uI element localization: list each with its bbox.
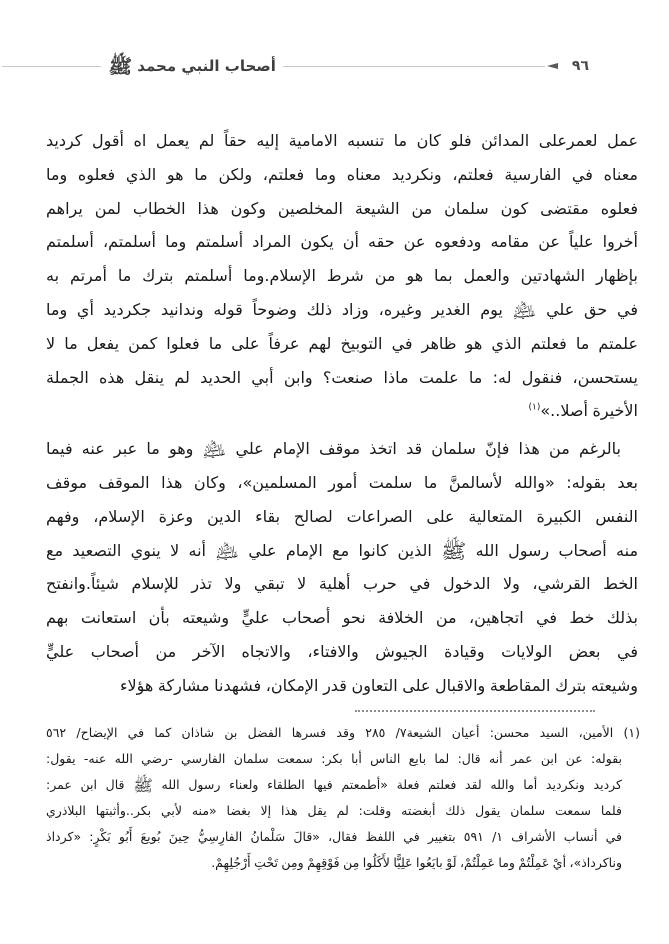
running-title-text: أصحاب النبي محمد (137, 57, 276, 75)
text-line: علمتم ما فعلتم الذي هو ظاهر في التوبيخ لهم عرفاً على ما فعلوا كمن يفعل ما لا (46, 333, 638, 353)
text-line: بعد بقوله: «والله لأسالمنَّ ما سلمت أمور المسلمين»، وكان هذا الموقف موقف (46, 472, 638, 492)
text-line: معناه في الفارسية فعلتم، ونكرديد معناه وما فعلتم، ولكن ما هو الذي فعلوه وما (46, 164, 638, 184)
text-line: وشيعته بترك المقاطعة والاقبال على التعاون قدر الإمكان، فشهدنا مشاركة هؤلاء (119, 675, 638, 695)
footnotes-section (0, 710, 669, 876)
prophet-seal-icon: ﷺ (441, 538, 467, 563)
text-line (46, 293, 638, 327)
running-title (101, 55, 282, 78)
alayhi-salam-seal-icon: ﵇ (215, 541, 240, 563)
header-rule-right (283, 66, 545, 67)
footnote-line: بقوله: عن ابن عمر أنه قال: لما بايع الناس أبا بكر: سمعت سلمان الفارسي -رضي الله عنه- يقول: (46, 750, 622, 766)
footnote-line: في أنساب الأشراف ١/ ٥٩١ بتغيير في اللفظ فقال، «قالَ سَلْمانُ الفارِسِيُّ حِينَ بُويعَ أَبُو بَكْرٍ: «كرداذ (46, 828, 622, 844)
footnote-separator (355, 710, 595, 712)
text-segment: كرديد ونكرديد أما والله لقد فعلتم فعلة «أطمعتم فيها الطلقاء ولعناء رسول الله (161, 776, 622, 792)
text-line: عمل لعمرعلى المدائن فلو كان ما تنسبه الامامية إليه حقاً لم يعمل اه أقول كرديد (46, 131, 638, 150)
prophet-seal-icon: ﷺ (108, 55, 133, 78)
footnote-1 (46, 720, 640, 876)
alayhi-salam-seal-icon: ﵇ (202, 440, 227, 462)
text-segment: يوم الغدير وغيره، وزاد ذلك وضوحاً قوله وندانيد جكرديد أي وما (46, 299, 503, 319)
text-line: فعلوه مقتضى كون سلمان من الشيعة المخلصين وكون هذا الخطاب لمن يراهم (46, 198, 638, 218)
page-header (0, 53, 669, 79)
text-line: يستحسن، فنقول له: ما علمت ماذا صنعت؟ وابن أبي الحديد لم ينقل هذه الجملة (46, 367, 638, 387)
text-segment: أنه لا ينوي التصعيد مع (46, 540, 206, 560)
footnote-line: وناكرداذ»، أيْ عَمِلْتُمْ وما عَمِلْتُمْ، لَوْ بايَعُوا عَلِيًّا لأَكَلُوا مِن فَوْقِهِمْ ومِن تَحْتِ أَرْجُلِهِمْ. (211, 854, 622, 870)
text-segment: بالرغم من هذا فإنّ سلمان قد اتخذ موقف الإمام علي (235, 439, 622, 459)
footnote-line: فلما سمعت سلمان يقول ذلك أبغضته وقلت: لم يقل هذا إلا بغضا «منه لأبي بكر..وأثبتها البلاذري (46, 802, 622, 818)
footnote-line (46, 772, 622, 798)
text-line: بذلك خط في اتجاهين، من الخلافة نحو أصحاب عليٍّ وشيعته بأن استعانت بهم (46, 608, 638, 628)
text-segment: الأخيرة أصلا..» (540, 401, 638, 421)
text-line: بإظهار الشهادتين والعمل بما هو من شرط الإسلام.وما أسلمتم بترك ما أمرتم به (46, 266, 638, 286)
header-rule-left (2, 66, 101, 67)
rule-arrow-icon (547, 63, 558, 69)
alayhi-salam-seal-icon: ﵇ (512, 300, 537, 322)
prophet-seal-icon: ﷺ (133, 775, 153, 795)
text-segment: في حق علي (546, 299, 638, 319)
text-line: أخروا علياً عن مقامه ودفعوه عن حقه أن يكون المراد أسلمتم وما أسلمتم، أسلمتم (46, 232, 638, 252)
footnote-reference: (١) (528, 403, 541, 414)
text-line: في بعض الولايات وقيادة الجيوش والافتاء، والاتجاه الآخر من أصحاب عليٍّ (46, 641, 638, 661)
text-segment: قال ابن عمر: (46, 776, 125, 792)
page-number: ٩٦ (571, 58, 589, 74)
text-segment: منه أصحاب رسول الله (475, 540, 638, 560)
text-line (46, 394, 638, 428)
paragraph-2 (46, 432, 638, 702)
text-segment: وهو ما عبر عنه فيما (46, 439, 194, 459)
footnote-line: (١) الأمين، السيد محسن: أعيان الشيعة٧/ ٢٨٥ وقد فسرها الفضل بن شاذان كما في الإيضاح/ ٥٦٢ (46, 724, 640, 740)
text-line (46, 534, 638, 568)
text-line: الخط القرشي، ولا الدخول في حرب أهلية لا تبقي ولا تذر للإسلام شيئاً.وانفتح (46, 574, 638, 594)
text-line (46, 432, 638, 466)
text-line: النفس الكبيرة المتعالية على الصراعات لصالح بقاء الدين وعزة الإسلام، وفهم (46, 506, 638, 526)
body-text (0, 124, 669, 703)
text-segment: الذين كانوا مع الإمام علي (248, 540, 432, 560)
paragraph-1 (46, 124, 638, 428)
